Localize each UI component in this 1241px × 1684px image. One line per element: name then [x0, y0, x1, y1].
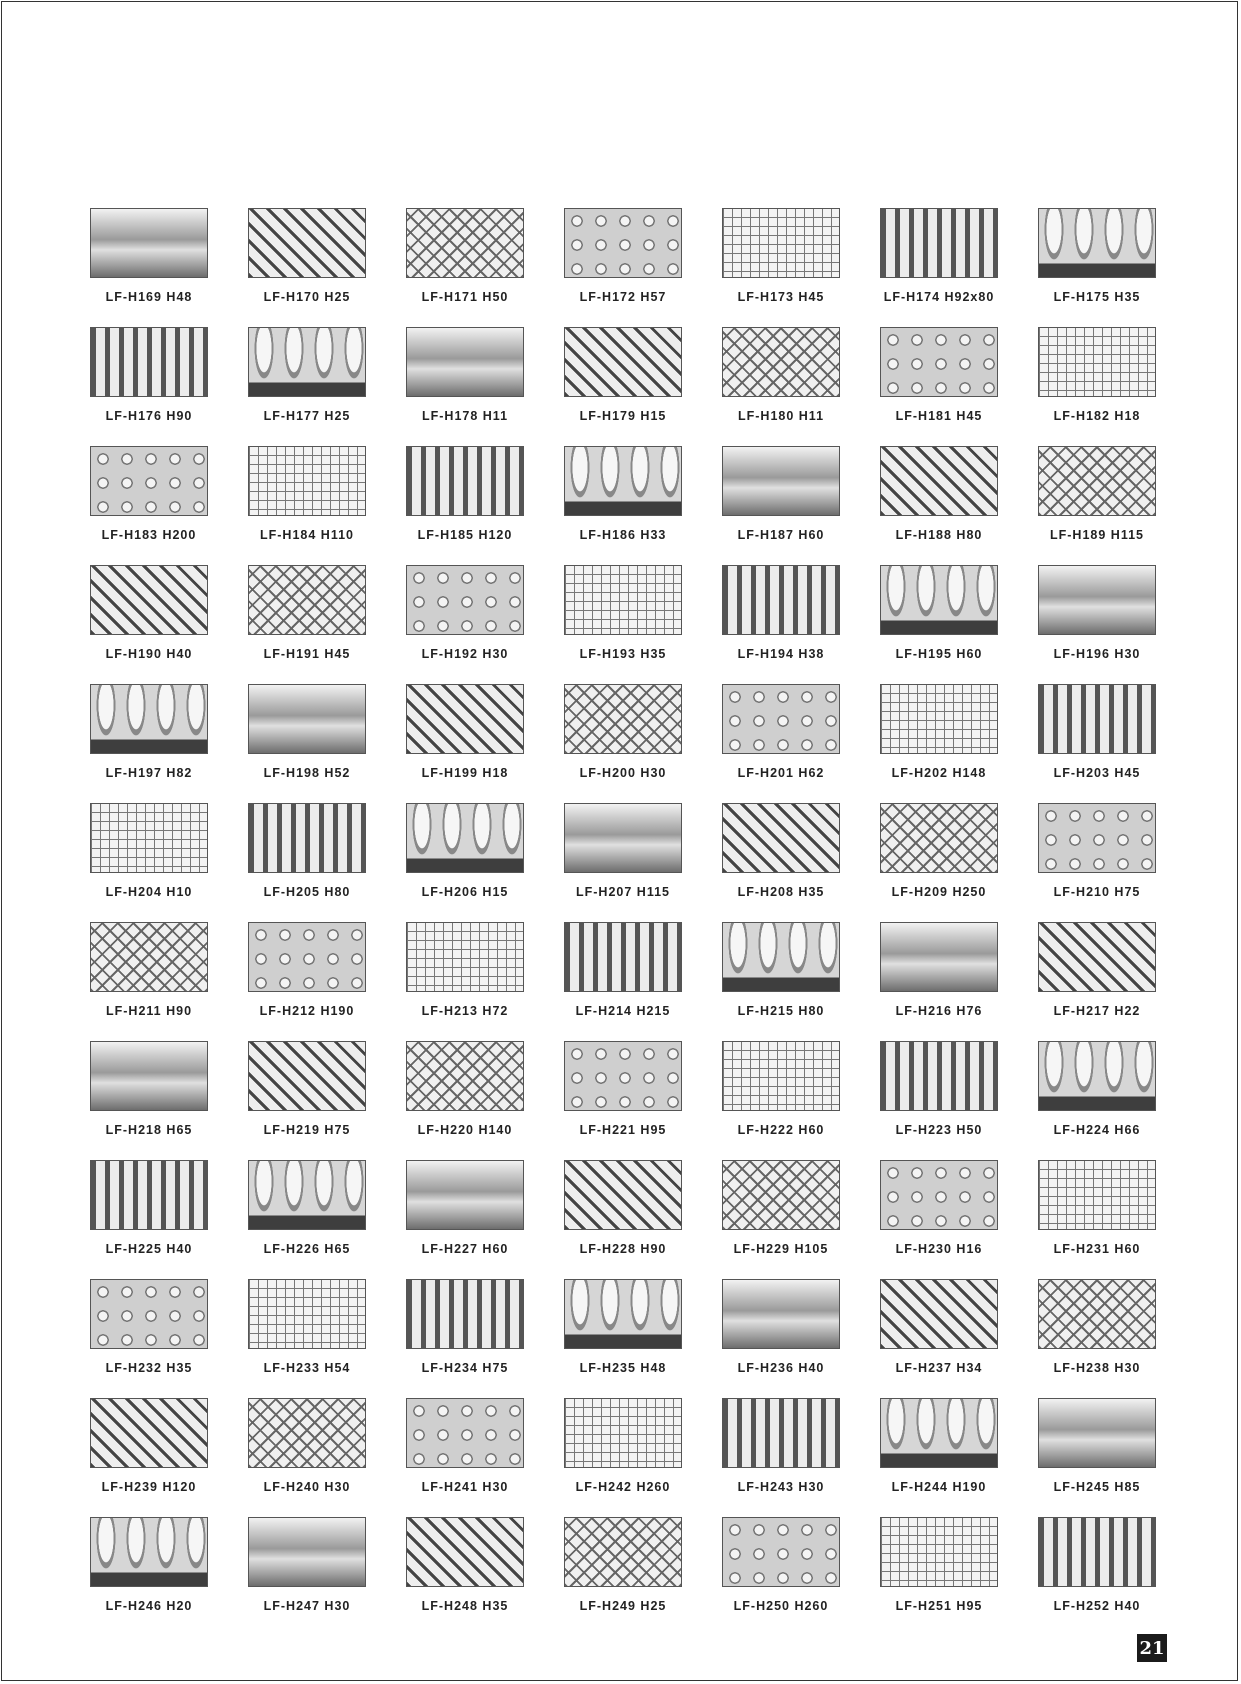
- product-item: [544, 559, 702, 678]
- product-image: [248, 684, 366, 754]
- product-label: LF-H234 H75: [421, 1361, 509, 1375]
- product-image: [406, 684, 524, 754]
- product-item: [860, 1154, 1018, 1273]
- product-item: [860, 797, 1018, 916]
- product-image: [248, 803, 366, 873]
- product-image: [1038, 446, 1156, 516]
- product-item: [1018, 1154, 1176, 1273]
- product-label: LF-H208 H35: [737, 885, 825, 899]
- product-image: [248, 565, 366, 635]
- product-label: LF-H241 H30: [421, 1480, 509, 1494]
- product-item: [70, 797, 228, 916]
- product-label: LF-H210 H75: [1053, 885, 1141, 899]
- product-item: [70, 1392, 228, 1511]
- product-label: LF-H172 H57: [579, 290, 667, 304]
- product-label: LF-H188 H80: [895, 528, 983, 542]
- product-image: [722, 208, 840, 278]
- product-image: [248, 1041, 366, 1111]
- product-item: [228, 678, 386, 797]
- product-item: [386, 797, 544, 916]
- product-label: LF-H204 H10: [105, 885, 193, 899]
- product-image: [722, 565, 840, 635]
- product-label: LF-H222 H60: [737, 1123, 825, 1137]
- product-label: LF-H217 H22: [1053, 1004, 1141, 1018]
- product-item: [860, 1035, 1018, 1154]
- product-image: [248, 327, 366, 397]
- product-item: [1018, 321, 1176, 440]
- product-label: LF-H182 H18: [1053, 409, 1141, 423]
- product-item: [386, 1035, 544, 1154]
- product-item: [228, 1392, 386, 1511]
- product-image: [564, 1160, 682, 1230]
- product-label: LF-H245 H85: [1053, 1480, 1141, 1494]
- product-item: [702, 1035, 860, 1154]
- product-label: LF-H224 H66: [1053, 1123, 1141, 1137]
- product-image: [1038, 208, 1156, 278]
- product-item: [70, 440, 228, 559]
- product-image: [880, 1041, 998, 1111]
- product-label: LF-H236 H40: [737, 1361, 825, 1375]
- product-label: LF-H214 H215: [575, 1004, 671, 1018]
- product-item: [386, 1511, 544, 1630]
- product-label: LF-H197 H82: [105, 766, 193, 780]
- product-item: [228, 1511, 386, 1630]
- product-label: LF-H228 H90: [579, 1242, 667, 1256]
- product-image: [406, 803, 524, 873]
- product-item: [544, 797, 702, 916]
- product-item: [70, 1035, 228, 1154]
- product-item: [1018, 678, 1176, 797]
- product-label: LF-H229 H105: [733, 1242, 829, 1256]
- product-image: [1038, 1398, 1156, 1468]
- product-item: [228, 1154, 386, 1273]
- product-item: [70, 678, 228, 797]
- product-label: LF-H246 H20: [105, 1599, 193, 1613]
- product-label: LF-H211 H90: [105, 1004, 193, 1018]
- product-item: [228, 440, 386, 559]
- product-image: [722, 327, 840, 397]
- product-label: LF-H193 H35: [579, 647, 667, 661]
- product-item: [860, 1273, 1018, 1392]
- product-label: LF-H209 H250: [891, 885, 987, 899]
- product-item: [860, 202, 1018, 321]
- product-image: [880, 1398, 998, 1468]
- product-image: [722, 684, 840, 754]
- product-image: [90, 208, 208, 278]
- product-item: [702, 797, 860, 916]
- product-image: [880, 327, 998, 397]
- product-image: [722, 922, 840, 992]
- product-item: [1018, 1511, 1176, 1630]
- product-item: [702, 678, 860, 797]
- product-item: [544, 916, 702, 1035]
- product-label: LF-H170 H25: [263, 290, 351, 304]
- product-image: [90, 327, 208, 397]
- product-image: [722, 1279, 840, 1349]
- product-label: LF-H219 H75: [263, 1123, 351, 1137]
- product-label: LF-H232 H35: [105, 1361, 193, 1375]
- product-label: LF-H244 H190: [891, 1480, 987, 1494]
- product-item: [1018, 797, 1176, 916]
- product-item: [228, 202, 386, 321]
- product-image: [722, 1398, 840, 1468]
- product-item: [228, 321, 386, 440]
- product-image: [406, 327, 524, 397]
- product-item: [702, 1511, 860, 1630]
- product-item: [70, 1154, 228, 1273]
- product-label: LF-H225 H40: [105, 1242, 193, 1256]
- product-image: [1038, 1517, 1156, 1587]
- product-item: [386, 1273, 544, 1392]
- product-item: [386, 202, 544, 321]
- product-label: LF-H181 H45: [895, 409, 983, 423]
- product-item: [386, 678, 544, 797]
- product-image: [564, 1279, 682, 1349]
- product-label: LF-H227 H60: [421, 1242, 509, 1256]
- product-item: [702, 1392, 860, 1511]
- product-image: [406, 208, 524, 278]
- product-item: [1018, 1392, 1176, 1511]
- product-image: [880, 208, 998, 278]
- product-item: [702, 202, 860, 321]
- product-image: [564, 1517, 682, 1587]
- product-image: [90, 684, 208, 754]
- product-label: LF-H176 H90: [105, 409, 193, 423]
- product-image: [248, 446, 366, 516]
- product-label: LF-H202 H148: [891, 766, 987, 780]
- product-image: [90, 1279, 208, 1349]
- product-label: LF-H213 H72: [421, 1004, 509, 1018]
- product-label: LF-H174 H92x80: [883, 290, 995, 304]
- product-item: [702, 916, 860, 1035]
- product-image: [564, 327, 682, 397]
- product-image: [90, 1041, 208, 1111]
- product-label: LF-H252 H40: [1053, 1599, 1141, 1613]
- product-image: [90, 446, 208, 516]
- product-item: [70, 1511, 228, 1630]
- product-item: [386, 321, 544, 440]
- product-label: LF-H189 H115: [1050, 528, 1144, 542]
- product-image: [90, 922, 208, 992]
- product-label: LF-H249 H25: [579, 1599, 667, 1613]
- product-item: [702, 1154, 860, 1273]
- product-item: [544, 1273, 702, 1392]
- product-item: [702, 1273, 860, 1392]
- product-image: [248, 1279, 366, 1349]
- product-item: [702, 440, 860, 559]
- product-image: [90, 565, 208, 635]
- product-item: [1018, 916, 1176, 1035]
- product-item: [386, 440, 544, 559]
- product-image: [722, 1517, 840, 1587]
- product-item: [70, 916, 228, 1035]
- product-item: [860, 916, 1018, 1035]
- product-label: LF-H235 H48: [579, 1361, 667, 1375]
- product-image: [90, 1517, 208, 1587]
- product-image: [564, 565, 682, 635]
- product-item: [228, 1035, 386, 1154]
- product-image: [564, 684, 682, 754]
- product-item: [228, 559, 386, 678]
- product-label: LF-H178 H11: [421, 409, 509, 423]
- product-image: [880, 1517, 998, 1587]
- product-item: [228, 916, 386, 1035]
- product-label: LF-H199 H18: [421, 766, 509, 780]
- product-item: [860, 440, 1018, 559]
- product-image: [406, 1160, 524, 1230]
- product-image: [1038, 803, 1156, 873]
- product-image: [722, 803, 840, 873]
- product-label: LF-H179 H15: [579, 409, 667, 423]
- product-label: LF-H240 H30: [263, 1480, 351, 1494]
- product-image: [406, 922, 524, 992]
- product-item: [544, 1392, 702, 1511]
- product-label: LF-H230 H16: [895, 1242, 983, 1256]
- product-item: [70, 559, 228, 678]
- product-item: [386, 1154, 544, 1273]
- product-item: [544, 1154, 702, 1273]
- product-item: [70, 1273, 228, 1392]
- product-item: [386, 916, 544, 1035]
- product-label: LF-H250 H260: [733, 1599, 829, 1613]
- product-image: [564, 1041, 682, 1111]
- product-item: [386, 559, 544, 678]
- product-image: [1038, 1041, 1156, 1111]
- product-item: [70, 202, 228, 321]
- product-label: LF-H183 H200: [101, 528, 197, 542]
- product-item: [544, 202, 702, 321]
- product-item: [1018, 1273, 1176, 1392]
- product-item: [386, 1392, 544, 1511]
- product-label: LF-H206 H15: [421, 885, 509, 899]
- product-item: [860, 559, 1018, 678]
- product-image: [564, 446, 682, 516]
- product-image: [722, 1041, 840, 1111]
- product-image: [880, 446, 998, 516]
- product-label: LF-H218 H65: [105, 1123, 193, 1137]
- product-item: [70, 321, 228, 440]
- product-label: LF-H173 H45: [737, 290, 825, 304]
- product-image: [1038, 922, 1156, 992]
- product-label: LF-H239 H120: [101, 1480, 197, 1494]
- product-image: [880, 565, 998, 635]
- product-grid: [70, 202, 1180, 1630]
- product-image: [248, 1160, 366, 1230]
- product-image: [406, 1041, 524, 1111]
- product-image: [722, 446, 840, 516]
- product-image: [90, 1398, 208, 1468]
- product-image: [248, 1517, 366, 1587]
- product-image: [1038, 1279, 1156, 1349]
- product-item: [544, 1511, 702, 1630]
- product-label: LF-H226 H65: [263, 1242, 351, 1256]
- product-label: LF-H231 H60: [1053, 1242, 1141, 1256]
- product-image: [564, 208, 682, 278]
- product-item: [1018, 440, 1176, 559]
- product-label: LF-H196 H30: [1053, 647, 1141, 661]
- product-label: LF-H187 H60: [737, 528, 825, 542]
- product-label: LF-H192 H30: [421, 647, 509, 661]
- product-label: LF-H233 H54: [263, 1361, 351, 1375]
- product-item: [1018, 1035, 1176, 1154]
- product-item: [860, 1511, 1018, 1630]
- product-label: LF-H243 H30: [737, 1480, 825, 1494]
- product-item: [860, 1392, 1018, 1511]
- product-label: LF-H238 H30: [1053, 1361, 1141, 1375]
- product-image: [90, 1160, 208, 1230]
- product-label: LF-H184 H110: [260, 528, 354, 542]
- product-item: [702, 559, 860, 678]
- product-image: [880, 684, 998, 754]
- product-image: [406, 565, 524, 635]
- product-label: LF-H205 H80: [263, 885, 351, 899]
- product-image: [880, 803, 998, 873]
- product-item: [544, 440, 702, 559]
- product-image: [406, 446, 524, 516]
- product-image: [1038, 327, 1156, 397]
- product-item: [228, 1273, 386, 1392]
- product-image: [1038, 565, 1156, 635]
- product-item: [544, 678, 702, 797]
- product-label: LF-H190 H40: [105, 647, 193, 661]
- product-label: LF-H221 H95: [579, 1123, 667, 1137]
- product-item: [544, 1035, 702, 1154]
- product-image: [880, 1160, 998, 1230]
- product-label: LF-H169 H48: [105, 290, 193, 304]
- product-label: LF-H203 H45: [1053, 766, 1141, 780]
- product-label: LF-H177 H25: [263, 409, 351, 423]
- product-label: LF-H194 H38: [737, 647, 825, 661]
- product-label: LF-H220 H140: [417, 1123, 513, 1137]
- product-image: [1038, 1160, 1156, 1230]
- product-item: [544, 321, 702, 440]
- product-image: [248, 208, 366, 278]
- product-item: [228, 797, 386, 916]
- product-label: LF-H247 H30: [263, 1599, 351, 1613]
- product-label: LF-H237 H34: [895, 1361, 983, 1375]
- product-label: LF-H191 H45: [263, 647, 351, 661]
- product-label: LF-H251 H95: [895, 1599, 983, 1613]
- product-label: LF-H180 H11: [737, 409, 825, 423]
- product-image: [1038, 684, 1156, 754]
- product-image: [406, 1398, 524, 1468]
- product-label: LF-H212 H190: [259, 1004, 355, 1018]
- product-item: [860, 678, 1018, 797]
- product-label: LF-H200 H30: [579, 766, 667, 780]
- product-item: [1018, 202, 1176, 321]
- product-label: LF-H207 H115: [576, 885, 670, 899]
- product-label: LF-H216 H76: [895, 1004, 983, 1018]
- product-image: [90, 803, 208, 873]
- product-image: [564, 1398, 682, 1468]
- product-item: [1018, 559, 1176, 678]
- product-label: LF-H198 H52: [263, 766, 351, 780]
- product-label: LF-H223 H50: [895, 1123, 983, 1137]
- product-item: [860, 321, 1018, 440]
- product-label: LF-H215 H80: [737, 1004, 825, 1018]
- product-label: LF-H242 H260: [575, 1480, 671, 1494]
- product-image: [406, 1517, 524, 1587]
- product-image: [564, 803, 682, 873]
- product-item: [702, 321, 860, 440]
- product-image: [564, 922, 682, 992]
- product-image: [880, 922, 998, 992]
- product-image: [880, 1279, 998, 1349]
- product-label: LF-H175 H35: [1053, 290, 1141, 304]
- product-image: [248, 1398, 366, 1468]
- product-label: LF-H171 H50: [421, 290, 509, 304]
- product-label: LF-H201 H62: [737, 766, 825, 780]
- product-image: [248, 922, 366, 992]
- product-label: LF-H185 H120: [417, 528, 513, 542]
- product-label: LF-H195 H60: [895, 647, 983, 661]
- page-number: 21: [1137, 1634, 1167, 1662]
- product-image: [406, 1279, 524, 1349]
- product-image: [722, 1160, 840, 1230]
- product-label: LF-H248 H35: [421, 1599, 509, 1613]
- product-label: LF-H186 H33: [579, 528, 667, 542]
